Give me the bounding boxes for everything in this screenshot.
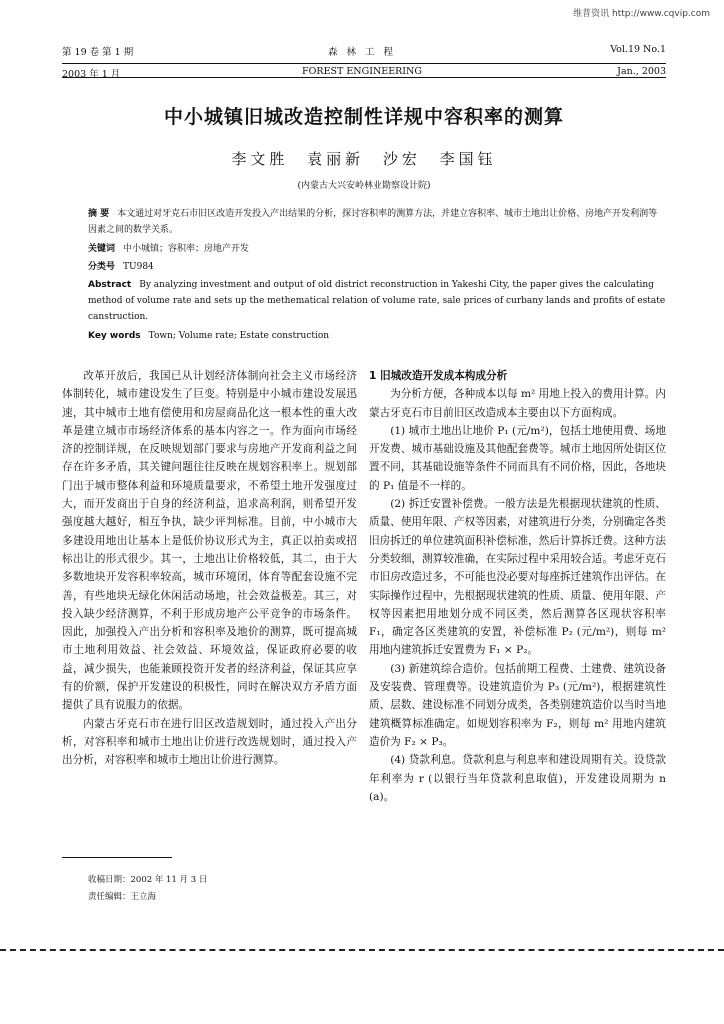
keywords-en-label: Key words	[88, 331, 141, 341]
right-column	[369, 367, 666, 806]
volume-number: Vol.19 No.1	[610, 44, 666, 55]
page-bottom-rule	[0, 949, 724, 951]
cost-item: (1) 城市土地出让地价 P₁ (元/m²)，包括土地使用费、场地开发费、城市基础设施及其他配套费等。城市土地因所处街区位置不同，其基础设施等条件不同而具有不同价格，因此，各地块的 P₁ 值是不一样的。	[369, 424, 666, 492]
section-heading: 1 旧城改造开发成本构成分析	[369, 370, 508, 382]
cost-item: (2) 拆迁安置补偿费。一般方法是先根据现状建筑的性质、质量、使用年限、产权等因素，对建筑进行分类，分别确定各类旧房拆迁的单位建筑面积补偿标准，然后计算拆迁费。这种方法分类较细，测算较准确，在实际过程中采用较合适。考虑牙克石市旧房改造过多，不可能也没必要对每座拆迁建筑作出评估。在实际操作过程中，先根据现状建筑的性质、质量、使用年限、产权等因素把用地划分成不同区类，然后测算各区现状容积率 F₁，确定各区类建筑的安置，补偿标准 P₂ (元/m²)，则每 m² 用地内建筑拆迁安置费为 F₁ × P₂。	[369, 498, 666, 657]
keywords-label: 关键词	[88, 244, 116, 254]
body-paragraph: 改革开放后，我国已从计划经济体制向社会主义市场经济体制转化，城市建设发生了巨变。特别是中小城市建设发展迅速，其中城市土地有偿使用和房屋商品化这一根本性的重大改革是建立城市市场经济体系的基本内容之一。作为面向市场经济的控制详规，在反映规划部门要求与房地产开发商利益之间存在许多矛盾，其关键问题往往反映在规划容积率上。规划部门出于城市整体利益和环境质量要求，不希望土地开发强度过大，而开发商出于自身的经济利益，追求高利润，则希望开发强度越大越好，相互争执，缺少评判标准。目前，中小城市大多建设用地出让基本上是低价协议形式为主，真正以拍卖或招标出让的形式很少。其一，土地出让价格较低，其二，由于大多数地块开发容积率较高，城市环境闭，体育等配套设施不完善，有些地块无绿化休闲活动场地，社会效益极差。其三，对投入缺少经济测算，不利于形成房地产公平竞争的市场条件。因此，加强投入产出分析和容积率及地价的测算，既可提高城市土地利用效益、社会效益、环境效益，保证政府必要的收益，减少损失，也能兼顾投资开发者的经济利益，保证其应享有的价额，保护开发建设的积极性，同时在解决双方矛盾方面提供了具有说服力的依据。	[62, 370, 357, 712]
header-rule	[62, 63, 666, 64]
issue-date: Jan., 2003	[617, 66, 666, 77]
journal-name-en: FOREST ENGINEERING	[302, 66, 422, 77]
journal-date: 2003 年 1 月	[62, 69, 121, 80]
abstract-label: 摘 要	[88, 209, 110, 219]
abstract-en-text: By analyzing investment and output of old district reconstruction in Yakeshi City, the paper gives the calculating method of volume rate and sets up the methematical relation of volume rate, sale prices of curbany lands and profits of estate canstruction.	[88, 280, 666, 322]
keywords-en-text: Town; Volume rate; Estate construction	[148, 331, 330, 341]
abstract-en	[88, 277, 666, 325]
authors: 李文胜 袁丽新 沙宏 李国钰	[231, 150, 497, 168]
paper-title: 中小城镇旧城改造控制性详规中容积率的测算	[163, 106, 564, 128]
cost-item: (4) 贷款利息。贷款利息与利息率和建设周期有关。设贷款年利率为 r (以银行当年贷款利息取值)，开发建设周期为 n (a)。	[369, 754, 666, 803]
left-column	[62, 367, 357, 770]
responsible-editor: 责任编辑：王立海	[88, 892, 157, 902]
journal-name: 森 林 工 程	[327, 47, 397, 58]
journal-volume: 第 19 卷 第 1 期	[62, 47, 134, 58]
abstract	[88, 206, 666, 238]
affiliation: (内蒙古大兴安岭林业勘察设计院)	[297, 181, 431, 191]
classification-number: TU984	[123, 262, 154, 272]
keywords	[88, 241, 666, 257]
classification-label: 分类号	[88, 262, 116, 272]
header-rule	[62, 77, 666, 78]
keywords-text: 中小城镇；容积率；房地产开发	[123, 244, 250, 254]
watermark: 维普资讯 http://www.cqvip.com	[573, 9, 710, 19]
abstract-en-label: Abstract	[88, 280, 132, 290]
cost-item: (3) 新建筑综合造价。包括前期工程费、土建费、建筑设备及安装费、管理费等。设建筑造价为 P₃ (元/m²)，根据建筑性质、层数、建设标准不同划分成类，各类别建筑造价以当时当地建筑概算标准确定。如规划容积率为 F₂，则每 m² 用地内建筑造价为 F₂ × P₃。	[369, 662, 666, 748]
body-paragraph: 为分析方便，各种成本以每 m² 用地上投入的费用计算。内蒙古牙克石市目前旧区改造成本主要由以下方面构成。	[369, 388, 666, 419]
received-date: 收稿日期：2002 年 11 月 3 日	[88, 875, 208, 885]
footnote-rule	[62, 857, 172, 858]
abstract-text: 本文通过对牙克石市旧区改造开发投入产出结果的分析，探讨容积率的测算方法，并建立容积率、城市土地出让价格、房地产开发利润等因素之间的数学关系。	[88, 209, 658, 235]
keywords-en	[88, 328, 666, 344]
body-paragraph: 内蒙古牙克石市在进行旧区改造规划时，通过投入产出分析，对容积率和城市土地出让价进行改选规划时，通过投入产出分析，对容积率和城市土地出让价进行测算。	[62, 717, 357, 767]
classification	[88, 259, 666, 275]
